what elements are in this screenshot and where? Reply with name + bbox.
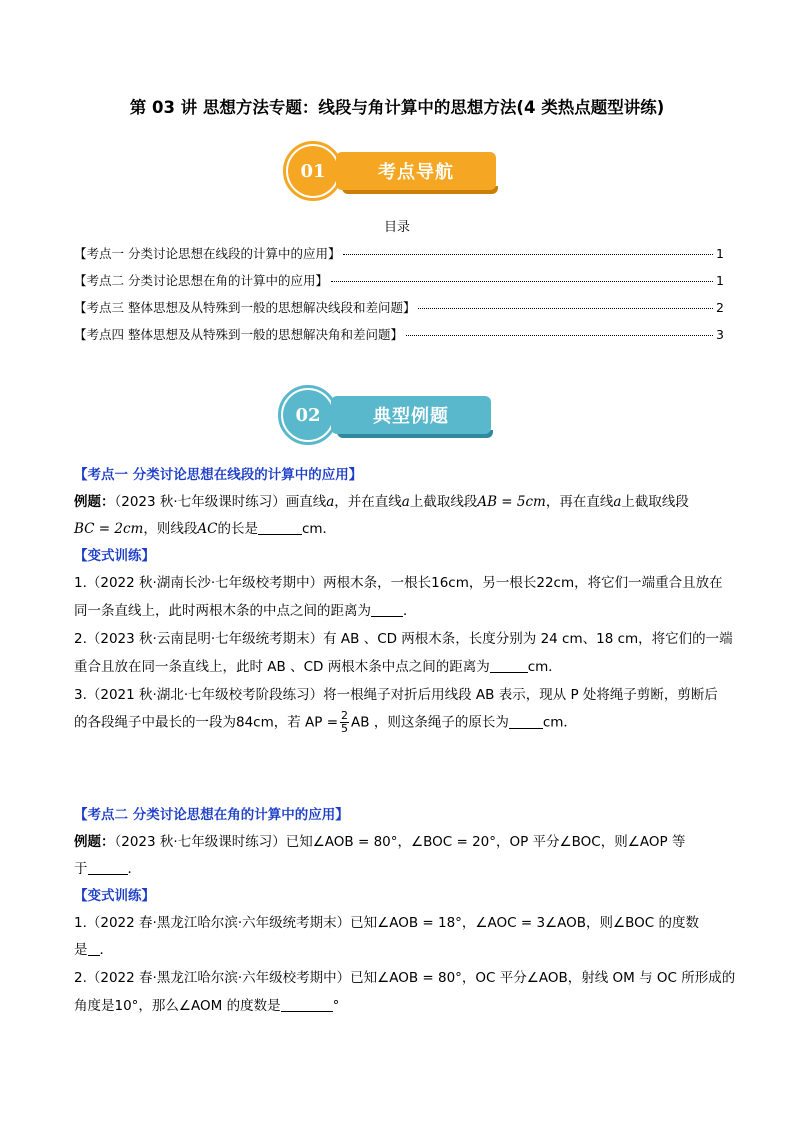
example-label: 例题：: [74, 834, 115, 850]
text-span: AB ，则这条绳子的原长为: [351, 714, 509, 731]
example-line: [74, 490, 689, 510]
toc-item-text: 【考点二 分类讨论思想在角的计算中的应用】: [74, 273, 328, 288]
badge-label: 典型例题: [331, 396, 491, 434]
text-span: 的各段绳子中最长的一段为84cm，若 AP =: [74, 714, 339, 731]
toc-item[interactable]: [74, 325, 724, 343]
variant-heading: 【变式训练】: [74, 888, 155, 904]
math-expr: AB = 5cm: [477, 494, 546, 510]
toc-leader-dots: [406, 335, 713, 336]
text-span: °: [332, 998, 340, 1014]
answer-blank[interactable]: [509, 714, 543, 729]
toc-item[interactable]: [74, 298, 724, 316]
toc-item-page: 1: [716, 246, 724, 261]
answer-blank[interactable]: [371, 602, 403, 617]
text-span: ．: [127, 861, 141, 877]
toc-item-text: 【考点三 整体思想及从特殊到一般的思想解决线段和差问题】: [74, 300, 416, 315]
text-span: 是: [74, 942, 88, 958]
text-span: 的长是: [217, 521, 258, 537]
text-span: cm．: [301, 521, 337, 537]
text-span: 于: [74, 861, 88, 877]
question-line: 2.（2022 春·黑龙江哈尔滨·六年级校考期中）已知∠AOB = 80°，OC 平分∠AOB，射线 OM 与 OC 所形成的: [74, 970, 736, 986]
section-heading: 【考点二 分类讨论思想在角的计算中的应用】: [74, 807, 349, 823]
answer-blank[interactable]: [490, 658, 528, 673]
toc-item[interactable]: [74, 244, 724, 262]
toc-item-page: 3: [716, 327, 724, 342]
badge-number: 01: [288, 146, 338, 196]
example-line: [74, 830, 685, 850]
variant-heading: 【变式训练】: [74, 548, 155, 564]
math-var: a: [613, 494, 622, 510]
text-span: cm．: [527, 659, 562, 675]
text-span: ．: [99, 942, 113, 958]
text-span: （2023 秋·七年级课时练习）画直线: [114, 494, 327, 510]
question-line: 3.（2021 秋·湖北·七年级校考阶段练习）将一根绳子对折后用线段 AB 表示，现从 P 处将绳子剪断，剪断后: [74, 687, 718, 703]
fraction-denominator: 5: [341, 722, 349, 735]
badge-label: 考点导航: [336, 152, 496, 190]
badge-number: 02: [283, 390, 333, 440]
page-title: 第 03 讲 思想方法专题：线段与角计算中的思想方法(4 类热点题型讲练): [129, 98, 665, 117]
math-var: a: [401, 494, 410, 510]
toc-leader-dots: [331, 281, 713, 282]
answer-blank[interactable]: [258, 520, 302, 535]
toc-leader-dots: [418, 308, 713, 309]
fraction: [340, 710, 349, 735]
text-span: ，并在直线: [334, 494, 402, 510]
question-line: [74, 710, 577, 735]
text-span: 上截取线段: [621, 494, 689, 510]
example-line: [74, 517, 336, 537]
example-line: [74, 857, 141, 877]
text-span: 重合且放在同一条直线上，此时 AB 、CD 两根木条中点之间的距离为: [74, 659, 490, 675]
text-span: （2023 秋·七年级课时练习）已知∠AOB = 80°，∠BOC = 20°，OP 平分∠BOC，则∠AOP 等: [114, 834, 686, 850]
question-line: [74, 938, 113, 958]
example-label: 例题：: [74, 494, 115, 510]
text-span: ．: [403, 603, 417, 619]
answer-blank[interactable]: [281, 997, 333, 1012]
question-line: 1.（2022 春·黑龙江哈尔滨·六年级统考期末）已知∠AOB = 18°，∠AOC = 3∠AOB，则∠BOC 的度数: [74, 915, 700, 931]
question-line: 2.（2023 秋·云南昆明·七年级统考期末）有 AB 、CD 两根木条，长度分别为 24 cm、18 cm，将它们的一端: [74, 631, 733, 647]
math-var: a: [326, 494, 335, 510]
math-var: AC: [197, 521, 218, 537]
text-span: ，则线段: [143, 521, 198, 537]
text-span: cm．: [542, 714, 577, 731]
toc-item-page: 2: [716, 300, 724, 315]
toc-leader-dots: [343, 254, 713, 255]
section-heading: 【考点一 分类讨论思想在线段的计算中的应用】: [74, 467, 363, 483]
toc-title: 目录: [383, 220, 410, 235]
text-span: 角度是10°，那么∠AOM 的度数是: [74, 998, 281, 1014]
toc-item-text: 【考点四 整体思想及从特殊到一般的思想解决角和差问题】: [74, 327, 403, 342]
question-line: 1.（2022 秋·湖南长沙·七年级校考期中）两根木条，一根长16cm，另一根长22cm，将它们一端重合且放在: [74, 575, 723, 591]
math-expr: BC = 2cm: [74, 521, 144, 537]
text-span: ，再在直线: [545, 494, 614, 510]
toc-item[interactable]: [74, 271, 724, 289]
fraction-numerator: 2: [341, 709, 349, 722]
question-line: [74, 655, 562, 675]
text-span: 同一条直线上，此时两根木条的中点之间的距离为: [74, 603, 371, 619]
toc-item-page: 1: [716, 273, 724, 288]
text-span: 上截取线段: [409, 494, 478, 510]
question-line: [74, 994, 339, 1014]
toc-item-text: 【考点一 分类讨论思想在线段的计算中的应用】: [74, 246, 341, 261]
question-line: [74, 599, 417, 619]
answer-blank[interactable]: [88, 860, 128, 875]
answer-blank[interactable]: [88, 941, 100, 956]
